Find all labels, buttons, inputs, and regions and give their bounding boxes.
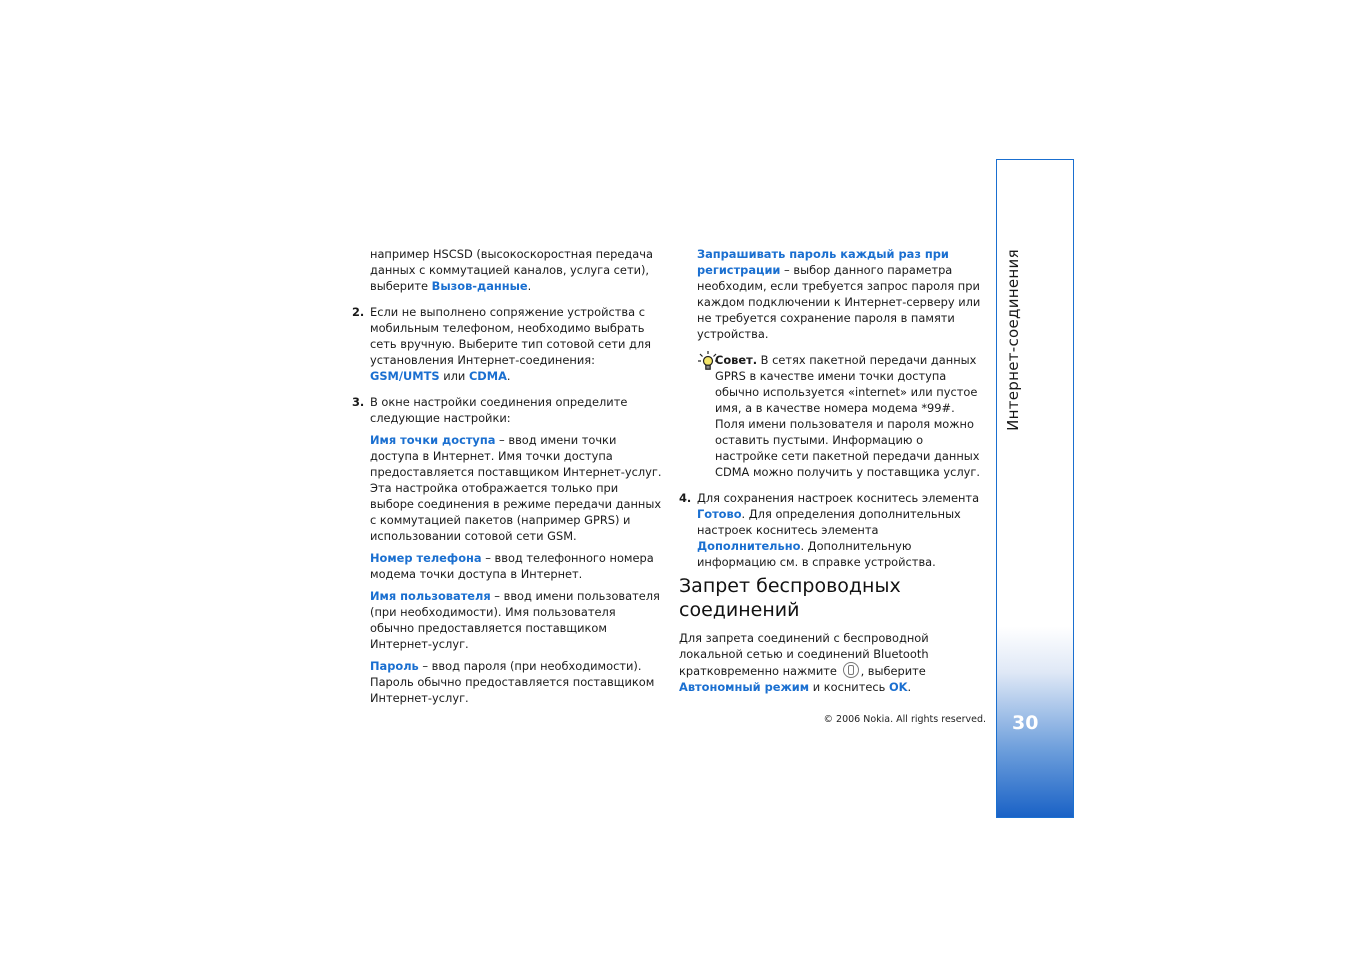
- cdma-option: CDMA: [468, 369, 507, 383]
- advanced-option: Дополнительно: [697, 539, 801, 553]
- intro-paragraph: [370, 246, 662, 294]
- setting-access-point: [370, 432, 662, 544]
- left-column: [352, 246, 662, 712]
- call-data-option: Вызов-данные: [431, 279, 528, 293]
- step-3: [352, 394, 662, 426]
- intro-text: например HSCSD (высокоскоростная передача данных с коммутацией каналов, услуга сети), выберите: [370, 247, 653, 293]
- setting-password: [370, 658, 662, 706]
- lightbulb-icon: [697, 350, 719, 372]
- setting-term: Номер телефона: [370, 551, 482, 565]
- section-text: Для запрета соединений с беспроводной локальной сетью и соединений Bluetooth кратковременно нажмите: [679, 631, 929, 678]
- step-4-end: . Дополнительную информацию см. в справке устройства.: [697, 539, 936, 569]
- setting-username: [370, 588, 662, 652]
- step-2-or: или: [439, 369, 469, 383]
- setting-phone-number: [370, 550, 662, 582]
- ok-option: OK: [888, 680, 908, 694]
- section-body: [679, 630, 979, 695]
- step-3-number: 3.: [352, 395, 365, 409]
- setting-desc: – ввод имени пользователя (при необходимости). Имя пользователя обычно предоставляется поставщиком Интернет-услуг.: [370, 589, 660, 651]
- intro-end: .: [527, 279, 532, 293]
- setting-desc: – ввод имени точки доступа в Интернет. Имя точки доступа предоставляется поставщиком Интернет-услуг. Эта настройка отображается только при выборе соединения в режиме передачи данных с коммутацией пакетов (например GPRS) и использовании сотовой сети GSM.: [370, 433, 662, 543]
- setting-term: Имя точки доступа: [370, 433, 496, 447]
- page-number: 30: [1012, 712, 1039, 734]
- tip-box: [697, 352, 987, 480]
- step-3-text: В окне настройки соединения определите следующие настройки:: [370, 395, 628, 425]
- setting-desc: – выбор данного параметра необходим, если требуется запрос пароля при каждом подключении к Интернет-серверу или не требуется сохранение пароля в памяти устройства.: [697, 263, 981, 341]
- setting-term: Запрашивать пароль каждый раз при регистрации: [697, 247, 949, 277]
- step-2-text: Если не выполнено сопряжение устройства с мобильным телефоном, необходимо выбрать сеть вручную. Выберите тип сотовой сети для установления Интернет-соединения:: [370, 305, 651, 367]
- gsm-umts-option: GSM/UMTS: [370, 369, 440, 383]
- right-column: [679, 246, 987, 580]
- chapter-title-text: Интернет-соединения: [1004, 249, 1022, 431]
- step-2-number: 2.: [352, 305, 365, 319]
- setting-term: Имя пользователя: [370, 589, 491, 603]
- tip-label: Совет.: [715, 353, 758, 367]
- done-option: Готово: [697, 507, 742, 521]
- section-title: Запрет беспроводных соединений: [679, 575, 901, 621]
- chapter-title: [1000, 250, 1026, 430]
- section-text-2: , выберите: [860, 664, 926, 678]
- step-4-text: Для сохранения настроек коснитесь элемента: [697, 491, 980, 505]
- setting-term: Пароль: [370, 659, 419, 673]
- tip-text: В сетях пакетной передачи данных GPRS в качестве имени точки доступа обычно используется «internet» или пустое имя, а в качестве номера модема *99#. Поля имени пользователя и пароля можно оставить пустыми. Информацию о настройке сети пакетной передачи данных CDMA можно получить у поставщика услуг.: [715, 353, 980, 479]
- setting-ask-password: [697, 246, 987, 342]
- copyright: © 2006 Nokia. All rights reserved.: [823, 714, 986, 725]
- offline-mode-option: Автономный режим: [679, 680, 810, 694]
- step-4-number: 4.: [679, 491, 692, 505]
- power-key-icon: [843, 662, 859, 678]
- step-2-end: .: [506, 369, 511, 383]
- setting-desc: – ввод пароля (при необходимости). Пароль обычно предоставляется поставщиком Интернет-услуг.: [370, 659, 655, 705]
- setting-desc: – ввод телефонного номера модема точки доступа в Интернет.: [370, 551, 654, 581]
- step-4-text-2: . Для определения дополнительных настроек коснитесь элемента: [697, 507, 961, 537]
- section-text-3: и коснитесь: [809, 680, 889, 694]
- section-end: .: [907, 680, 912, 694]
- step-2: [352, 304, 662, 384]
- step-4: [679, 490, 987, 570]
